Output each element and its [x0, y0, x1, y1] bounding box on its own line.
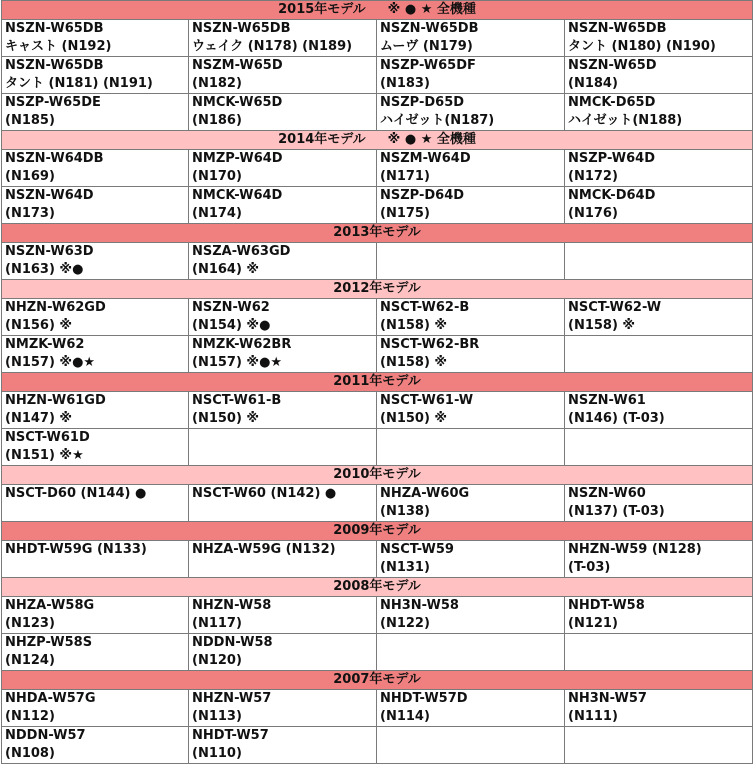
model-cell [377, 429, 565, 466]
model-name: NSZN-W60 [568, 486, 646, 501]
model-name: NHZA-W58G [5, 598, 95, 613]
section-compat-note: ※ ● ★ 全機種 [387, 132, 476, 147]
section-header-cell [2, 466, 753, 485]
model-cell [189, 20, 377, 57]
model-cell [565, 727, 753, 764]
model-cell [2, 597, 189, 634]
model-name: NSZN-W64DB [5, 151, 104, 166]
model-row [2, 94, 753, 131]
model-cell [565, 94, 753, 131]
model-row [2, 485, 753, 522]
model-code: (N117) [192, 616, 242, 631]
model-code: (N158) ※ [380, 355, 448, 370]
model-cell [565, 20, 753, 57]
model-cell [565, 150, 753, 187]
model-name: NSZP-W65DF [380, 58, 476, 73]
model-cell [565, 392, 753, 429]
model-code: (N158) ※ [568, 318, 636, 333]
model-name: NHDT-W58 [568, 598, 645, 613]
model-code: (N170) [192, 169, 242, 184]
model-cell [2, 150, 189, 187]
section-year-title: 2012年モデル [333, 281, 421, 296]
model-name: NSZN-W65D [568, 58, 657, 73]
model-name: NH3N-W57 [568, 691, 647, 706]
model-code: (N174) [192, 206, 242, 221]
model-code: (N154) ※● [192, 318, 271, 333]
model-row [2, 597, 753, 634]
model-name: NSCT-W61D [5, 430, 90, 445]
model-name: NDDN-W58 [192, 635, 273, 650]
model-code [380, 745, 564, 763]
section-header-cell [2, 224, 753, 243]
section-year-title: 2007年モデル [333, 672, 421, 687]
model-cell [377, 94, 565, 131]
model-cell [377, 541, 565, 578]
model-cell [189, 597, 377, 634]
model-code: (N147) ※ [5, 411, 73, 426]
model-code: (N176) [568, 206, 618, 221]
model-code [192, 559, 376, 577]
section-header [2, 578, 753, 597]
model-code: (N137) (T-03) [568, 504, 665, 519]
model-name: NMCK-D65D [568, 95, 656, 110]
section-header-cell [2, 1, 753, 20]
model-code [568, 354, 752, 372]
model-cell [2, 20, 189, 57]
model-row [2, 690, 753, 727]
section-header [2, 1, 753, 20]
model-cell [377, 392, 565, 429]
model-name [192, 429, 376, 447]
model-row [2, 634, 753, 671]
model-name: NMZP-W64D [192, 151, 283, 166]
model-name: NHZN-W58 [192, 598, 272, 613]
model-name: NHZN-W61GD [5, 393, 106, 408]
section-year-title: 2014年モデル [278, 132, 366, 147]
model-code: (N171) [380, 169, 430, 184]
model-cell [189, 690, 377, 727]
model-code: (N110) [192, 746, 242, 761]
model-code: (N121) [568, 616, 618, 631]
model-name: NHZA-W59G (N132) [192, 542, 336, 557]
model-code: (N173) [5, 206, 55, 221]
section-header-cell [2, 578, 753, 597]
model-name: NSZP-W64D [568, 151, 656, 166]
model-code: (N114) [380, 709, 430, 724]
model-name: NSCT-W61-W [380, 393, 474, 408]
model-code: (N123) [5, 616, 55, 631]
model-row [2, 541, 753, 578]
section-header [2, 280, 753, 299]
section-year-title: 2011年モデル [333, 374, 421, 389]
model-code: (N184) [568, 76, 618, 91]
model-code: (N164) ※ [192, 262, 260, 277]
model-code: (N111) [568, 709, 618, 724]
model-cell [377, 485, 565, 522]
model-cell [377, 727, 565, 764]
model-name: NSCT-W62-W [568, 300, 662, 315]
section-header [2, 373, 753, 392]
model-cell [565, 634, 753, 671]
model-code [568, 447, 752, 465]
model-cell [2, 336, 189, 373]
model-cell [565, 243, 753, 280]
section-year-title: 2013年モデル [333, 225, 421, 240]
model-name: NHZN-W62GD [5, 300, 106, 315]
model-code: (N113) [192, 709, 242, 724]
model-name: NHZN-W57 [192, 691, 272, 706]
model-code: キャスト (N192) [5, 39, 112, 54]
section-header-cell [2, 671, 753, 690]
section-header [2, 131, 753, 150]
model-cell [189, 336, 377, 373]
model-name: NSZN-W64D [5, 188, 94, 203]
model-name: NSCT-W62-B [380, 300, 470, 315]
model-code: (N131) [380, 560, 430, 575]
section-header-cell [2, 131, 753, 150]
model-name [568, 634, 752, 652]
section-header [2, 671, 753, 690]
model-code: (N175) [380, 206, 430, 221]
model-cell [377, 243, 565, 280]
section-compat-note: ※ ● ★ 全機種 [387, 2, 476, 17]
model-cell [2, 541, 189, 578]
model-row [2, 243, 753, 280]
model-code: タント (N181) (N191) [5, 76, 153, 91]
model-row [2, 392, 753, 429]
model-name: NSZN-W65DB [568, 21, 667, 36]
model-row [2, 187, 753, 224]
model-name: NSCT-W60 (N142) ● [192, 486, 337, 501]
model-code [5, 503, 188, 521]
model-code: ハイゼット(N188) [568, 113, 683, 128]
model-name: NSZP-D64D [380, 188, 465, 203]
model-row [2, 727, 753, 764]
model-code [5, 559, 188, 577]
model-cell [189, 243, 377, 280]
model-code: (N150) ※ [380, 411, 448, 426]
model-name: NSCT-W59 [380, 542, 454, 557]
model-cell [377, 299, 565, 336]
model-cell [377, 336, 565, 373]
model-code [568, 652, 752, 670]
model-cell [189, 94, 377, 131]
model-code [568, 745, 752, 763]
model-cell [189, 541, 377, 578]
model-cell [2, 392, 189, 429]
model-code: (N150) ※ [192, 411, 260, 426]
section-header-cell [2, 280, 753, 299]
model-code: (N172) [568, 169, 618, 184]
model-name: NMCK-W64D [192, 188, 283, 203]
model-name: NHDT-W59G (N133) [5, 542, 147, 557]
model-name: NSZA-W63GD [192, 244, 291, 259]
model-name: NHDT-W57D [380, 691, 468, 706]
model-cell [377, 690, 565, 727]
model-name: NSCT-W61-B [192, 393, 282, 408]
model-row [2, 150, 753, 187]
section-header [2, 522, 753, 541]
section-year-title: 2009年モデル [333, 523, 421, 538]
model-code: (N157) ※●★ [5, 355, 96, 370]
model-cell [189, 150, 377, 187]
model-code: (N146) (T-03) [568, 411, 665, 426]
model-code: (N122) [380, 616, 430, 631]
model-name [568, 336, 752, 354]
model-cell [565, 336, 753, 373]
model-name [380, 634, 564, 652]
model-cell [2, 187, 189, 224]
model-code: (N124) [5, 653, 55, 668]
model-name: NHDA-W57G [5, 691, 96, 706]
model-name: NSCT-D60 (N144) ● [5, 486, 147, 501]
model-name: NMCK-W65D [192, 95, 283, 110]
model-cell [2, 634, 189, 671]
model-cell [565, 57, 753, 94]
model-name: NHZP-W58S [5, 635, 93, 650]
model-code: (N138) [380, 504, 430, 519]
model-code: (N163) ※● [5, 262, 84, 277]
section-header [2, 224, 753, 243]
table-body [2, 1, 753, 764]
model-cell [2, 57, 189, 94]
model-name [568, 243, 752, 261]
model-name: NSZM-W64D [380, 151, 471, 166]
model-name [380, 429, 564, 447]
model-cell [565, 485, 753, 522]
model-name: NMZK-W62 [5, 337, 85, 352]
model-cell [189, 429, 377, 466]
model-code [192, 503, 376, 521]
model-cell [2, 243, 189, 280]
model-cell [377, 187, 565, 224]
model-code: (N108) [5, 746, 55, 761]
section-year-title: 2008年モデル [333, 579, 421, 594]
section-year-title: 2015年モデル [278, 2, 366, 17]
model-name: NSCT-W62-BR [380, 337, 480, 352]
model-name: NSZN-W65DB [5, 58, 104, 73]
model-code: タント (N180) (N190) [568, 39, 716, 54]
model-name: NSZN-W62 [192, 300, 270, 315]
model-cell [377, 57, 565, 94]
model-cell [2, 690, 189, 727]
model-cell [2, 94, 189, 131]
model-cell [2, 429, 189, 466]
model-row [2, 57, 753, 94]
model-cell [189, 727, 377, 764]
model-cell [565, 429, 753, 466]
model-name: NHZN-W59 (N128) [568, 542, 702, 557]
section-year-title: 2010年モデル [333, 467, 421, 482]
model-code: (N120) [192, 653, 242, 668]
model-name: NSZP-D65D [380, 95, 465, 110]
model-code [380, 261, 564, 279]
model-name: NSZN-W63D [5, 244, 94, 259]
model-cell [377, 150, 565, 187]
model-code: (T-03) [568, 560, 611, 575]
section-header [2, 466, 753, 485]
model-name: NHZA-W60G [380, 486, 470, 501]
model-code: (N151) ※★ [5, 448, 84, 463]
model-cell [2, 485, 189, 522]
model-cell [377, 20, 565, 57]
model-name: NMCK-D64D [568, 188, 656, 203]
model-name: NHDT-W57 [192, 728, 269, 743]
model-code: (N169) [5, 169, 55, 184]
model-code: (N185) [5, 113, 55, 128]
model-cell [189, 299, 377, 336]
model-name: NSZP-W65DE [5, 95, 101, 110]
section-header-cell [2, 522, 753, 541]
model-row [2, 429, 753, 466]
model-cell [377, 597, 565, 634]
model-name [568, 429, 752, 447]
model-name: NSZN-W65DB [380, 21, 479, 36]
model-code: (N158) ※ [380, 318, 448, 333]
model-code: (N183) [380, 76, 430, 91]
model-code [380, 652, 564, 670]
model-cell [565, 690, 753, 727]
model-compatibility-table [1, 0, 753, 764]
model-name: NSZN-W61 [568, 393, 646, 408]
model-row [2, 299, 753, 336]
model-code: (N186) [192, 113, 242, 128]
model-code [380, 447, 564, 465]
model-cell [189, 187, 377, 224]
model-name [380, 727, 564, 745]
model-cell [565, 187, 753, 224]
model-code [192, 447, 376, 465]
model-name: NSZM-W65D [192, 58, 283, 73]
model-name [380, 243, 564, 261]
model-row [2, 336, 753, 373]
model-cell [565, 597, 753, 634]
model-name: NMZK-W62BR [192, 337, 292, 352]
model-code: ハイゼット(N187) [380, 113, 495, 128]
section-header-cell [2, 373, 753, 392]
model-name: NH3N-W58 [380, 598, 459, 613]
model-cell [2, 727, 189, 764]
model-cell [565, 299, 753, 336]
model-code: (N156) ※ [5, 318, 73, 333]
model-code: (N182) [192, 76, 242, 91]
model-code [568, 261, 752, 279]
model-name: NSZN-W65DB [192, 21, 291, 36]
model-cell [565, 541, 753, 578]
model-cell [189, 485, 377, 522]
model-code: (N112) [5, 709, 55, 724]
model-code: (N157) ※●★ [192, 355, 283, 370]
model-cell [189, 57, 377, 94]
model-cell [189, 634, 377, 671]
model-cell [2, 299, 189, 336]
model-cell [189, 392, 377, 429]
model-name [568, 727, 752, 745]
model-row [2, 20, 753, 57]
model-name: NSZN-W65DB [5, 21, 104, 36]
model-code: ムーヴ (N179) [380, 39, 473, 54]
model-name: NDDN-W57 [5, 728, 86, 743]
model-cell [377, 634, 565, 671]
model-code: ウェイク (N178) (N189) [192, 39, 353, 54]
